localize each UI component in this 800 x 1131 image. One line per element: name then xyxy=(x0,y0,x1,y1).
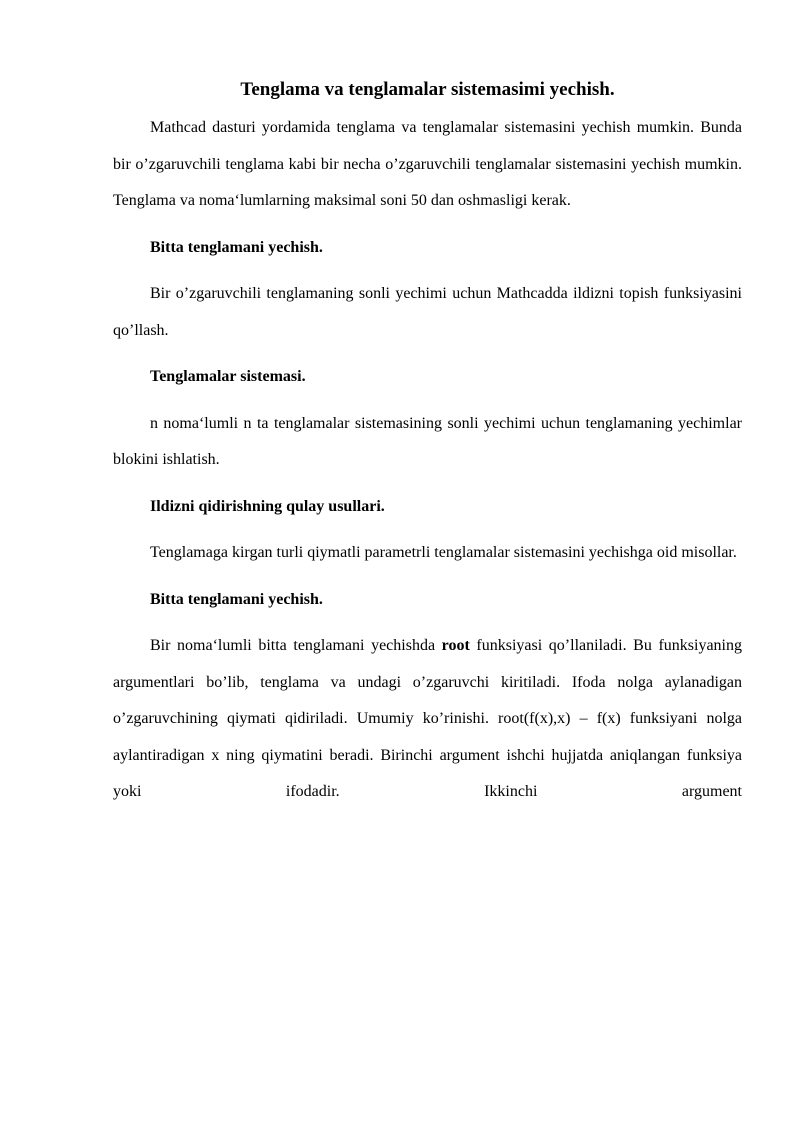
intro-paragraph: Mathcad dasturi yordamida tenglama va tenglamalar sistemasini yechish mumkin. Bunda bir o’zgaruvchili tenglama kabi bir necha o’zgaruvchili tenglamalar sistemasini yechish mumkin. Tenglama va noma‘lumlarning maksimal soni 50 dan oshmasligi kerak. xyxy=(113,119,742,209)
section-text-systems: n noma‘lumli n ta tenglamalar sistemasining sonli yechimi uchun tenglamaning yechimlar blokini ishlatish. xyxy=(113,414,742,468)
spacer xyxy=(113,479,742,489)
section-text-root-function xyxy=(113,628,742,811)
spacer xyxy=(113,220,742,230)
spacer xyxy=(113,396,742,406)
section-heading-root-methods: Ildizni qidirishning qulay usullari. xyxy=(150,497,385,515)
root-keyword: root xyxy=(441,637,470,654)
spacer xyxy=(113,349,742,359)
spacer xyxy=(113,525,742,535)
root-text-before: Bir noma‘lumli bitta tenglamani yechishda xyxy=(150,637,442,654)
document-page xyxy=(113,70,742,811)
spacer xyxy=(113,618,742,628)
spacer xyxy=(113,572,742,582)
section-heading-systems: Tenglamalar sistemasi. xyxy=(150,368,306,385)
document-title: Tenglama va tenglamalar sistemasimi yechish. xyxy=(240,79,615,100)
section-text-root-methods: Tenglamaga kirgan turli qiymatli parametrli tenglamalar sistemasini yechishga oid misollar. xyxy=(150,544,737,561)
section-text-single-equation: Bir o’zgaruvchili tenglamaning sonli yechimi uchun Mathcadda ildizni topish funksiyasini qo’llash. xyxy=(113,285,742,339)
root-text-after: funksiyasi qo’llaniladi. Bu funksiyaning argumentlari bo’lib, tenglama va undagi o’zgaruvchi kiritiladi. Ifoda nolga aylanadigan o’zgaruvchining qiymati qidiriladi. Umumiy ko’rinishi. root(f(x),x) – f(x) funksiyani nolga aylantiradigan x ning qiymatini beradi. Birinchi argument ishchi hujjatda aniqlangan funksiya yoki ifodadir. Ikkinchi argument xyxy=(113,637,743,800)
section-heading-single-equation: Bitta tenglamani yechish. xyxy=(150,238,323,256)
spacer xyxy=(113,266,742,276)
section-heading-single-equation-2: Bitta tenglamani yechish. xyxy=(150,590,323,608)
